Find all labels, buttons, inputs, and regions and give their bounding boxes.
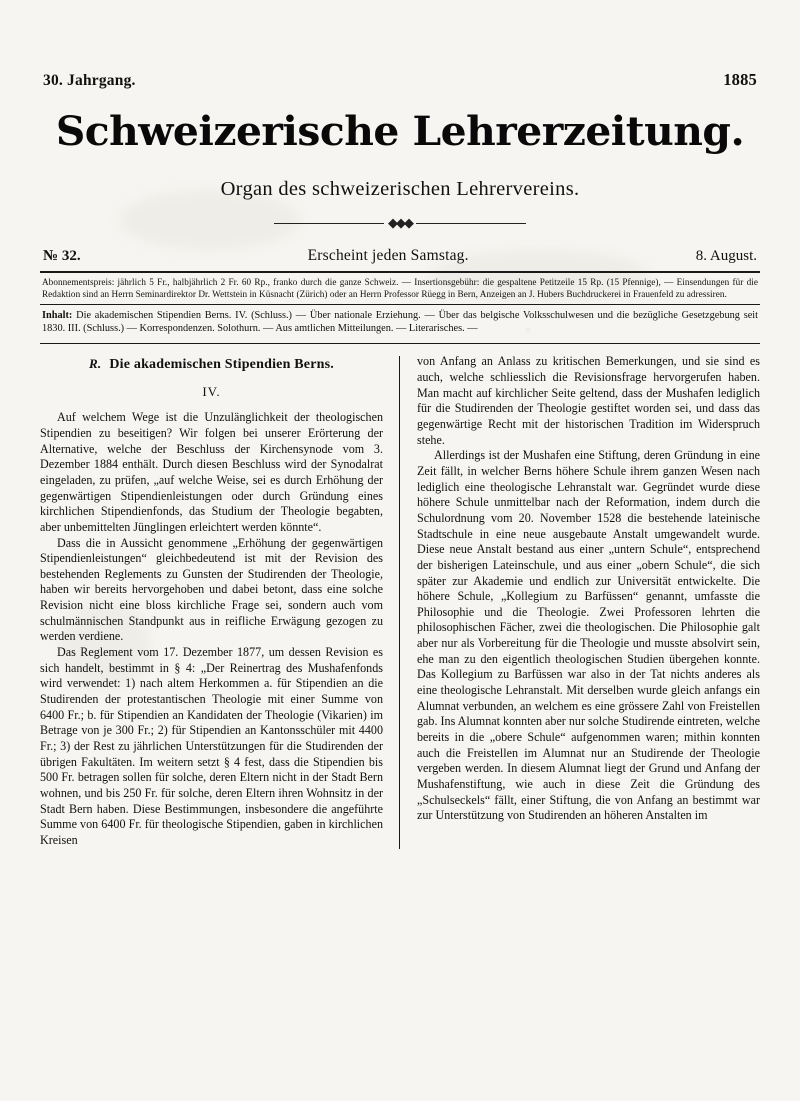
page-content <box>40 70 760 849</box>
paragraph: Dass die in Aussicht genommene „Erhöhung der gegenwärtigen Stipendienleistungen“ gleichbedeutend ist mit der Revision des bestehenden Reglements zu Gunsten der Studirenden der Theologie, haben wir bereits hervorgehoben und dabei betont, dass eine solche Revision nicht eine bloss kirchliche Frage sei, sondern auch vom schulmännischen Standpunkt aus in reifliche Erwägung gezogen zu werden verdiene. <box>40 535 383 644</box>
contents-label: Inhalt: <box>42 309 73 321</box>
paragraph: Das Reglement vom 17. Dezember 1877, um dessen Revision es sich handelt, bestimmt in § 4: „Der Reinertrag des Mushafenfonds wird verwendet: 1) nach altem Herkommen a. für Stipendien an die Studirenden der protestantischen Theologie mit einer Summe von 6400 Fr.; b. für Stipendien an Kandidaten der Theologie (Vikarien) im Betrage von je 300 Fr.; 2) für Stipendien an Kantonsschüler mit 4400 Fr.; 3) der Rest zu jährlichen Unterstützungen für die Studirenden der übrigen Fakultäten. Im weitern setzt § 4 fest, dass die Stipendien bis 500 Fr. betragen sollen für solche, deren Eltern nicht in der Stadt Bern wohnen, und bis 250 Fr. für solche, deren Eltern ihren Wohnsitz in der Stadt Bern haben. Diese Bestimmungen, insbesondere die angeführte Summe von 6400 Fr. für theologische Stipendien, gaben in kirchlichen Kreisen <box>40 645 383 847</box>
newspaper-subtitle: Organ des schweizerischen Lehrervereins. <box>220 178 580 200</box>
paragraph: von Anfang an Anlass zu kritischen Bemerkungen, und sie sind es auch, welche schliesslich die Revisionsfrage hervorgerufen haben. Man macht auf kirchlicher Seite geltend, dass der Mushafen lediglich für die Studirenden der Theologie gestiftet worden sei, und dass das gegenwärtige Recht mit der historischen Tradition im Widerspruch stehe. <box>417 354 760 447</box>
publication-frequency: Erscheint jeden Samstag. <box>307 247 469 265</box>
contents-block <box>40 305 760 342</box>
article-heading <box>40 356 383 374</box>
rule-thin-bottom <box>40 343 760 344</box>
article-section-number: IV. <box>202 384 221 400</box>
issue-number: № 32. <box>43 248 81 265</box>
column-left <box>40 354 399 848</box>
article-columns <box>40 354 760 848</box>
ornament-divider: ◆◆◆ <box>40 215 760 231</box>
year-label: 1885 <box>723 70 757 89</box>
issue-date: 8. August. <box>695 248 757 265</box>
newspaper-title: Schweizerische Lehrerzeitung. <box>55 108 745 155</box>
subscription-notice: Abonnementspreis: jährlich 5 Fr., halbjährlich 2 Fr. 60 Rp., franko durch die ganze Schweiz. — Insertionsgebühr: die gespaltene Petitzeile 15 Rp. (15 Pfennige), — Einsendungen für die Redaktion sind an Herrn Seminardirektor Dr. Wettstein in Küsnacht (Zürich) oder an Herrn Professor Rüegg in Bern, Anzeigen an J. Hubers Buchdruckerei in Frauenfeld zu adressiren. <box>42 277 758 300</box>
paragraph: Allerdings ist der Mushafen eine Stiftung, deren Gründung in eine Zeit fällt, in welcher Berns höhere Schule ihrem ganzen Wesen nach lediglich eine theologische Lehranstalt war. Gegründet wurde diese höhere Schule unmittelbar nach der Reformation, indem durch die Schulordnung vom 20. November 1528 die bestehende lateinische Stadtschule in eine neue ausgebaute Anstalt umgewandelt wurde. Diese neue Anstalt bestand aus einer „untern Schule“, entsprechend der bisherigen Lateinschule, und aus einer „obern Schule“, die sich später zur Akademie und endlich zur Universität entwickelte. Die höhere Schule, „Kollegium zu Barfüssen“ genannt, umfasste die Philosophie und die Theologie. Zwei Professoren lehrten die philosophischen Fächer, zwei die theologischen. Die Philosophie galt aber nur als Vorbereitung für die Theologie und musste absolvirt sein, ehe man zu den eigentlich theologischen Studien übergehen konnte. Das Kollegium zu Barfüssen war also in der Tat nichts anderes als eine theologische Lehranstalt. Mit derselben wurde gleich anfangs ein Alumnat verbunden, an welchem es eine grössere Zahl von Freistellen gab. Ins Alumnat konnten aber nur solche Studirende eintreten, welche bereits in die „obere Schule“ aufgenommen waren; mithin konnten auch die Freistellen im Alumnat nur an Studirende der Theologie vergeben werden. In diesem Alumnat liegt der Grund und Anfang der Mushafenstiftung, wie auch in diese Zeit die Gründung des „Schulseckels“ fällt, einer Stiftung, die von Anfang an bestimmt war zur Unterstützung von Studirenden an höheren Anstalten im <box>417 448 760 823</box>
issue-row <box>40 247 760 265</box>
article-title: Die akademischen Stipendien Berns. <box>109 357 334 373</box>
paragraph: Auf welchem Wege ist die Unzulänglichkeit der theologischen Stipendien zu beseitigen? Wir folgen bei unserer Erörterung der Alternative, welche der Beschluss der Kirchensynode vom 3. Dezember 1884 enthält. Durch diesen Beschluss wird der Synodalrat eingeladen, zu prüfen, „auf welche Weise, sei es durch Erhöhung der gegenwärtigen Stipendienleistungen oder durch Gründung eines kirchlichen Stipendienfonds, das Studium der Theologie begabten, aber unbemittelten Jünglingen erleichtert werden könnte“. <box>40 410 383 534</box>
column-right <box>400 354 760 848</box>
masthead-top-row <box>40 70 760 90</box>
contents-text: Die akademischen Stipendien Berns. IV. (Schluss.) — Über nationale Erziehung. — Über das belgische Volksschulwesen und die bezügliche Gesetzgebung seit 1830. III. (Schluss.) — Korrespondenzen. Solothurn. — Aus amtlichen Mitteilungen. — Literarisches. — <box>42 309 758 335</box>
volume-label: 30. Jahrgang. <box>43 72 136 89</box>
article-signature: R. <box>89 356 102 372</box>
